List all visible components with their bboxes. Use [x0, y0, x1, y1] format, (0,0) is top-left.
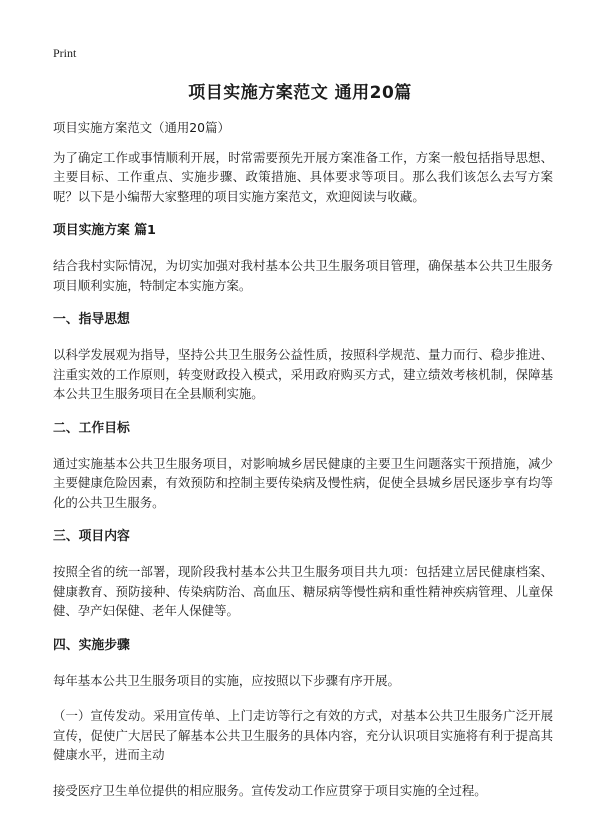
heading-work-goals: 二、工作目标: [53, 420, 130, 436]
paragraph-publicity: （一）宣传发动。采用宣传单、上门走访等行之有效的方式，对基本公共卫生服务广泛开展宣传，促使广大居民了解基本公共卫生服务的具体内容，充分认识项目实施将有利于提高其健康水平，进而主动: [53, 708, 553, 762]
paragraph-publicity-continued: 接受医疗卫生单位提供的相应服务。宣传发动工作应贯穿于项目实施的全过程。: [53, 782, 487, 798]
intro-paragraph: 为了确定工作或事情顺利开展，时常需要预先开展方案准备工作，方案一般包括指导思想、主要目标、工作重点、实施步骤、政策措施、具体要求等项目。那么我们该怎么去写方案呢？以下是小编帮大家整理的项目实施方案范文，欢迎阅读与收藏。: [53, 149, 553, 204]
document-body: [53, 118, 553, 816]
document-title: 项目实施方案范文 通用20篇: [188, 83, 412, 103]
print-link[interactable]: Print: [53, 46, 77, 60]
section-title: 项目实施方案 篇1: [53, 223, 156, 238]
heading-guiding-principle: 一、指导思想: [53, 312, 130, 327]
heading-project-content: 三、项目内容: [53, 529, 130, 544]
paragraph-project-content: 按照全省的统一部署，现阶段我村基本公共卫生服务项目共九项：包括建立居民健康档案、健康教育、预防接种、传染病防治、高血压、糖尿病等慢性病和重性精神疾病管理、儿童保健、孕产妇保健、老年人保健等。: [53, 564, 553, 618]
heading-implementation-steps: 四、实施步骤: [53, 637, 130, 653]
paragraph-work-goals: 通过实施基本公共卫生服务项目，对影响城乡居民健康的主要卫生问题落实干预措施，减少主要健康危险因素，有效预防和控制主要传染病及慢性病，促使全县城乡居民逐步享有均等化的公共卫生服务。: [53, 455, 553, 510]
section-intro-paragraph: 结合我村实际情况，为切实加强对我村基本公共卫生服务项目管理，确保基本公共卫生服务项目顺利实施，特制定本实施方案。: [53, 258, 553, 293]
document-subtitle: 项目实施方案范文（通用20篇）: [53, 120, 230, 135]
paragraph-steps-intro: 每年基本公共卫生服务项目的实施，应按照以下步骤有序开展。: [53, 672, 400, 688]
paragraph-guiding-principle: 以科学发展观为指导，坚持公共卫生服务公益性质，按照科学规范、量力而行、稳步推进、注重实效的工作原则，转变财政投入模式，采用政府购买方式，建立绩效考核机制，保障基本公共卫生服务项目在全县顺利实施。: [53, 347, 553, 401]
